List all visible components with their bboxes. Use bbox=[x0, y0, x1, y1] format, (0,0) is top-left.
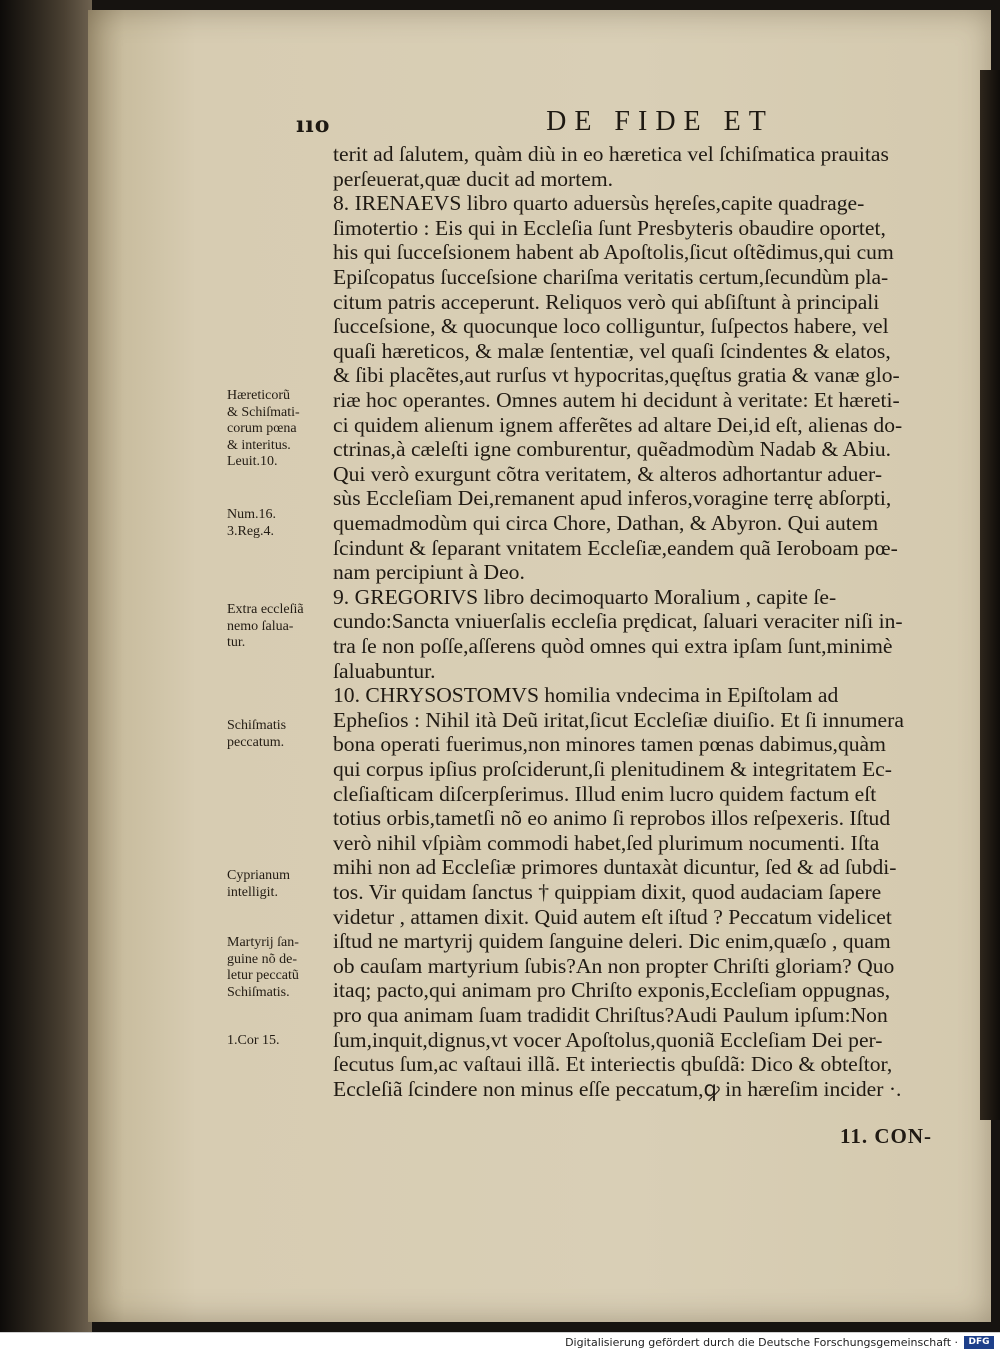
margin-note: Cyprianum intelligit. bbox=[227, 868, 290, 900]
text-line: 10. CHRYSOSTOMVS homilia vndecima in Epiſtolam ad bbox=[333, 683, 839, 708]
text-line: tos. Vir quidam ſanctus † quippiam dixit, quod audaciam ſapere bbox=[333, 880, 882, 904]
text-line: ob cauſam martyrium ſubis?An non propter Chriſti gloriam? Quo bbox=[333, 953, 895, 978]
text-line: ſum,inquit,dignus,vt vocer Apoſtolus,quoniã Eccleſiam Dei per- bbox=[333, 1027, 883, 1052]
text-line: 9. GREGORIVS libro decimoquarto Moralium , capite ſe- bbox=[333, 584, 837, 609]
text-line: ci quidem alienum ignem afferẽtes ad altare Dei,id eſt, alienas do- bbox=[333, 412, 903, 437]
margin-note: Schiſmatis peccatum. bbox=[227, 718, 287, 750]
margin-note: Martyrij ſan- guine nõ de- letur peccatũ Schiſmatis. bbox=[227, 935, 299, 1000]
text-line: quemadmodùm qui circa Chore, Dathan, & Abyron. Qui autem bbox=[333, 511, 879, 535]
text-line: ſecutus ſum,ac vaſtaui illã. Et interiectis qbuſdã: Dico & obteſtor, bbox=[333, 1052, 893, 1077]
text-line: verò nihil vſpiàm commodi habet,ſed plurimum nocumenti. Iſta bbox=[333, 830, 880, 855]
running-title: DE FIDE ET bbox=[546, 106, 774, 137]
text-line: videtur , attamen dixit. Quid autem eſt iſtud ? Peccatum videlicet bbox=[333, 904, 892, 929]
page-edge-shadow bbox=[980, 70, 1000, 1120]
text-line: qui corpus ipſius proſciderunt,ſi plenitudinem & integritatem Ec- bbox=[333, 757, 892, 781]
text-line: his qui ſucceſsionem habent ab Apoſtolis,ſicut oſtẽdimus,qui cum bbox=[333, 240, 894, 265]
dfg-logo-icon: DFG bbox=[964, 1336, 994, 1349]
footer-bar bbox=[0, 1332, 1000, 1353]
text-line: tra ſe non poſſe,aſſerens quòd omnes qui extra ipſam ſunt,minimè bbox=[333, 634, 893, 658]
text-line: itaq; pacto,qui animam pro Chriſto exponis,Eccleſiam oppugnas, bbox=[333, 978, 891, 1003]
text-line: cleſiaſticam diſcerpſerimus. Illud enim lucro quidem factum eſt bbox=[333, 781, 877, 806]
text-line: nam percipiunt à Deo. bbox=[333, 560, 525, 585]
catchword: 11. CON- bbox=[840, 1124, 932, 1148]
margin-note: Num.16. 3.Reg.4. bbox=[227, 507, 276, 539]
text-line: perſeuerat,quæ ducit ad mortem. bbox=[333, 166, 614, 191]
text-line: quaſi hæreticos, & malæ ſententiæ, vel quaſi ſcindentes & elatos, bbox=[333, 338, 891, 363]
text-line: mihi non ad Eccleſiæ primores duntaxàt dicuntur, ſed & ad ſubdi- bbox=[333, 855, 897, 880]
text-line: pro qua animam ſuam tradidit Chriſtus?Audi Paulum ipſum:Non bbox=[333, 1003, 888, 1027]
text-line: ſimotertio : Eis qui in Eccleſia ſunt Presbyteris obaudire oportet, bbox=[333, 215, 886, 240]
text-line: Epheſios : Nihil ità Deũ iritat,ſicut Eccleſiæ diuiſio. Et ſi innumera bbox=[333, 707, 904, 732]
text-line: cundo:Sancta vniuerſalis eccleſia prędicat, ſaluari veraciter niſi in- bbox=[333, 609, 903, 634]
page-number: ııo bbox=[296, 112, 331, 138]
text-line: Qui verò exurgunt cõtra veritatem, & alteros adhortantur aduer- bbox=[333, 461, 883, 486]
text-line: 8. IRENAEVS libro quarto aduersùs hęreſes,capite quadrage- bbox=[333, 191, 865, 216]
footer-credit: Digitalisierung gefördert durch die Deutsche Forschungsgemeinschaft · bbox=[565, 1336, 958, 1349]
book-spine-shadow bbox=[0, 0, 92, 1332]
text-line: Eccleſiã ſcindere non minus eſſe peccatum,ꝙ in hæreſim incider ·. bbox=[333, 1076, 902, 1101]
text-line: terit ad ſalutem, quàm diù in eo hæretica vel ſchiſmatica prauitas bbox=[333, 142, 889, 166]
text-line: totius orbis,tametſi nõ eo animo ſi reprobos illos reſpexeris. Iſtud bbox=[333, 806, 891, 831]
text-line: sùs Eccleſiam Dei,remanent apud inferos,voragine terrę abſorpti, bbox=[333, 486, 892, 511]
text-line: bona operati fuerimus,non minores tamen pœnas dabimus,quàm bbox=[333, 732, 886, 757]
text-line: iſtud ne martyrij quidem ſanguine deleri. Dic enim,quæſo , quam bbox=[333, 929, 891, 954]
text-line: ctrinas,à cæleſti igne comburentur, quẽadmodùm Nadab & Abiu. bbox=[333, 437, 892, 462]
text-line: citum patris acceperunt. Reliquos verò qui abſiſtunt à principali bbox=[333, 289, 880, 314]
text-line: ſaluabuntur. bbox=[333, 658, 436, 683]
text-line: Epiſcopatus ſucceſsione chariſma veritatis certum,ſecundùm pla- bbox=[333, 265, 889, 289]
text-line: & ſibi placẽtes,aut rurſus vt hypocritas,quęſtus gratia & vanæ glo- bbox=[333, 363, 900, 388]
text-line: ſcindunt & ſeparant vnitatem Eccleſiæ,eandem quã Ieroboam pœ- bbox=[333, 535, 898, 560]
text-line: ſucceſsione, & quocunque loco colliguntur, ſuſpectos habere, vel bbox=[333, 314, 889, 339]
margin-note: Hæreticorũ & Schiſmati- corum pœna & interitus. Leuit.10. bbox=[227, 388, 300, 470]
margin-note: Extra eccleſiã nemo ſalua- tur. bbox=[227, 602, 304, 651]
margin-note: 1.Cor 15. bbox=[227, 1033, 280, 1048]
text-line: riæ hoc operantes. Omnes autem hi decidunt à veritate: Et hæreti- bbox=[333, 388, 900, 412]
